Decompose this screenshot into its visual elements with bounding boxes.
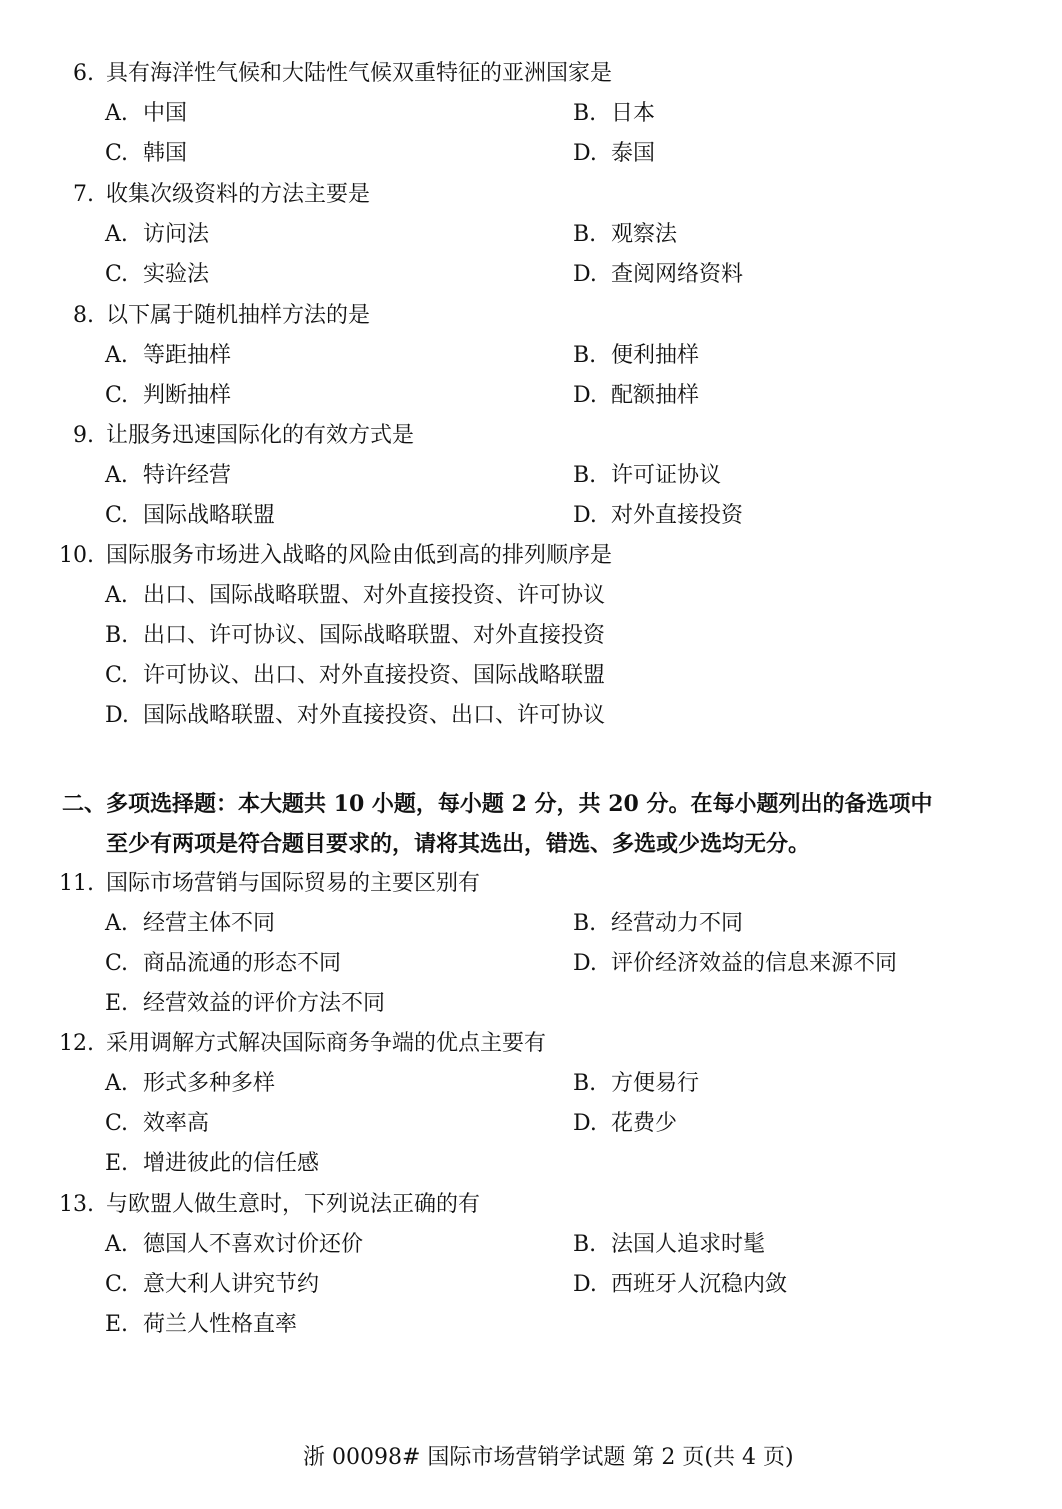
option: A. 形式多种多样 (105, 1071, 276, 1096)
question-number: 9. (73, 423, 94, 448)
question-text: 收集次级资料的方法主要是 (106, 182, 371, 207)
option: B. 观察法 (573, 222, 678, 247)
question-number: 10. (59, 543, 94, 568)
option: C. 意大利人讲究节约 (105, 1272, 320, 1297)
option: A. 德国人不喜欢讨价还价 (105, 1232, 364, 1257)
question-text: 具有海洋性气候和大陆性气候双重特征的亚洲国家是 (106, 61, 613, 86)
option: A. 中国 (105, 101, 188, 126)
option: D. 查阅网络资料 (573, 262, 744, 287)
option: B. 日本 (573, 101, 656, 126)
option: C. 效率高 (105, 1111, 210, 1136)
question-text: 采用调解方式解决国际商务争端的优点主要有 (106, 1031, 547, 1056)
option: A. 出口、国际战略联盟、对外直接投资、许可协议 (105, 583, 606, 608)
option: C. 实验法 (105, 262, 210, 287)
question-text: 国际服务市场进入战略的风险由低到高的排列顺序是 (106, 543, 613, 568)
option: B. 法国人追求时髦 (573, 1232, 766, 1257)
question-number: 13. (59, 1192, 94, 1217)
question-text: 国际市场营销与国际贸易的主要区别有 (106, 871, 481, 896)
section-heading: 二、多项选择题：本大题共 10 小题，每小题 2 分，共 20 分。在每小题列出的备选项中 (62, 791, 933, 817)
option: D. 西班牙人沉稳内敛 (573, 1272, 788, 1297)
option: B. 经营动力不同 (573, 911, 744, 936)
option: E. 经营效益的评价方法不同 (105, 991, 386, 1016)
option: D. 对外直接投资 (573, 503, 744, 528)
option: A. 特许经营 (105, 463, 232, 488)
question-number: 6. (73, 61, 94, 86)
option: B. 出口、许可协议、国际战略联盟、对外直接投资 (105, 623, 606, 648)
option: C. 商品流通的形态不同 (105, 951, 342, 976)
question-number: 8. (73, 303, 94, 328)
option: D. 评价经济效益的信息来源不同 (573, 951, 898, 976)
option: D. 泰国 (573, 141, 656, 166)
question-number: 11. (59, 871, 94, 896)
section-instructions: 至少有两项是符合题目要求的，请将其选出，错选、多选或少选均无分。 (106, 831, 811, 857)
question-text: 让服务迅速国际化的有效方式是 (106, 423, 415, 448)
option: A. 等距抽样 (105, 343, 232, 368)
option: B. 许可证协议 (573, 463, 722, 488)
option: B. 方便易行 (573, 1071, 700, 1096)
option: C. 许可协议、出口、对外直接投资、国际战略联盟 (105, 663, 606, 688)
option: E. 增进彼此的信任感 (105, 1151, 320, 1176)
question-text: 与欧盟人做生意时，下列说法正确的有 (106, 1192, 481, 1217)
option: E. 荷兰人性格直率 (105, 1312, 298, 1337)
option: C. 韩国 (105, 141, 188, 166)
option: A. 经营主体不同 (105, 911, 276, 936)
option: D. 配额抽样 (573, 383, 700, 408)
question-number: 12. (59, 1031, 94, 1056)
option: D. 国际战略联盟、对外直接投资、出口、许可协议 (105, 703, 606, 728)
question-text: 以下属于随机抽样方法的是 (106, 303, 371, 328)
option: A. 访问法 (105, 222, 210, 247)
option: D. 花费少 (573, 1111, 678, 1136)
option: C. 国际战略联盟 (105, 503, 276, 528)
option: C. 判断抽样 (105, 383, 232, 408)
page-footer: 浙 00098# 国际市场营销学试题 第 2 页(共 4 页) (303, 1445, 794, 1470)
question-number: 7. (73, 182, 94, 207)
option: B. 便利抽样 (573, 343, 700, 368)
